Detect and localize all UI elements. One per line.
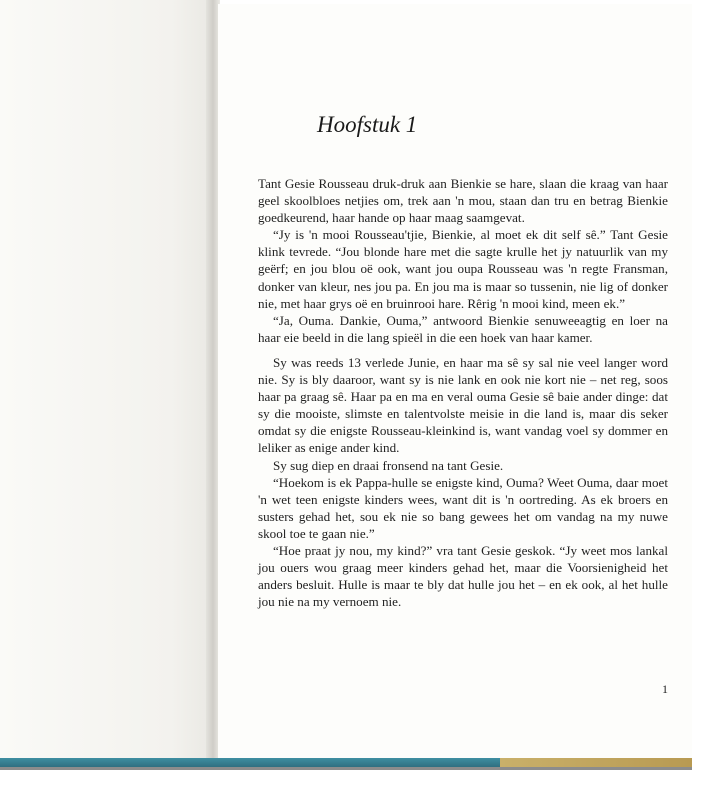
book-cover-edge-right	[500, 758, 692, 767]
paragraph: “Hoe praat jy nou, my kind?” vra tant Gesie geskok. “Jy weet mos lankal jou ouers wou graag meer kinders gehad het, maar die Voorsienigheid het anders besluit. Hulle is maar te bly dat hulle jou het – en ek ook, al het hulle jou nie na my vernoem nie.	[258, 542, 668, 610]
cover-shadow	[0, 767, 692, 770]
paragraph: Tant Gesie Rousseau druk-druk aan Bienkie se hare, slaan die kraag van haar geel skoolbloes netjies om, trek aan 'n mou, staan dan tru en betrag Bienkie goedkeurend, haar hande op haar maag saamgevat.	[258, 176, 668, 226]
paragraph: “Jy is 'n mooi Rousseau'tjie, Bienkie, al moet ek dit self sê.” Tant Gesie klink tevrede. “Jou blonde hare met die sagte krulle het jy natuurlik van my geërf; en jou blou oë ook, want jou oupa Rousseau was 'n regte Fransman, donker van kleur, nes jou pa. En jou ma is maar so tussenin, nie lig of donker nie, met haar grys oë en bruinrooi hare. Rêrig 'n mooi kind, meen ek.”	[258, 227, 668, 311]
page-number: 1	[662, 682, 668, 696]
paragraph: Sy was reeds 13 verlede Junie, en haar ma sê sy sal nie veel langer word nie. Sy is bly daaroor, want sy is nie lank en ook nie kort nie – net reg, soos haar pa graag sê. Haar pa en ma en veral ouma Gesie sê baie ander dinge: dat sy die mooiste, slimste en talentvolste meisie in die land is, maar dis seker omdat sy die enigste Rousseau-kleinkind is, want vandag voel sy dommer en leliker as enige ander kind.	[258, 354, 668, 456]
left-page	[0, 0, 214, 758]
paragraph: Sy sug diep en draai fronsend na tant Gesie.	[273, 457, 504, 473]
book-cover-edge	[0, 758, 500, 767]
paragraph: “Hoekom is ek Pappa-hulle se enigste kind, Ouma? Weet Ouma, daar moet 'n wet teen enigste kinders wees, want dit is 'n oortreding. As ek broers en susters gehad het, sou ek nie so bang gewees het om vandag na my nuwe skool toe te gaan nie.”	[258, 474, 668, 541]
paragraph: “Ja, Ouma. Dankie, Ouma,” antwoord Bienkie senuweeagtig en loer na haar eie beeld in die lang spieël in die een hoek van haar kamer.	[258, 312, 668, 345]
chapter-body	[258, 175, 668, 610]
chapter-title: Hoofstuk 1	[317, 112, 418, 137]
